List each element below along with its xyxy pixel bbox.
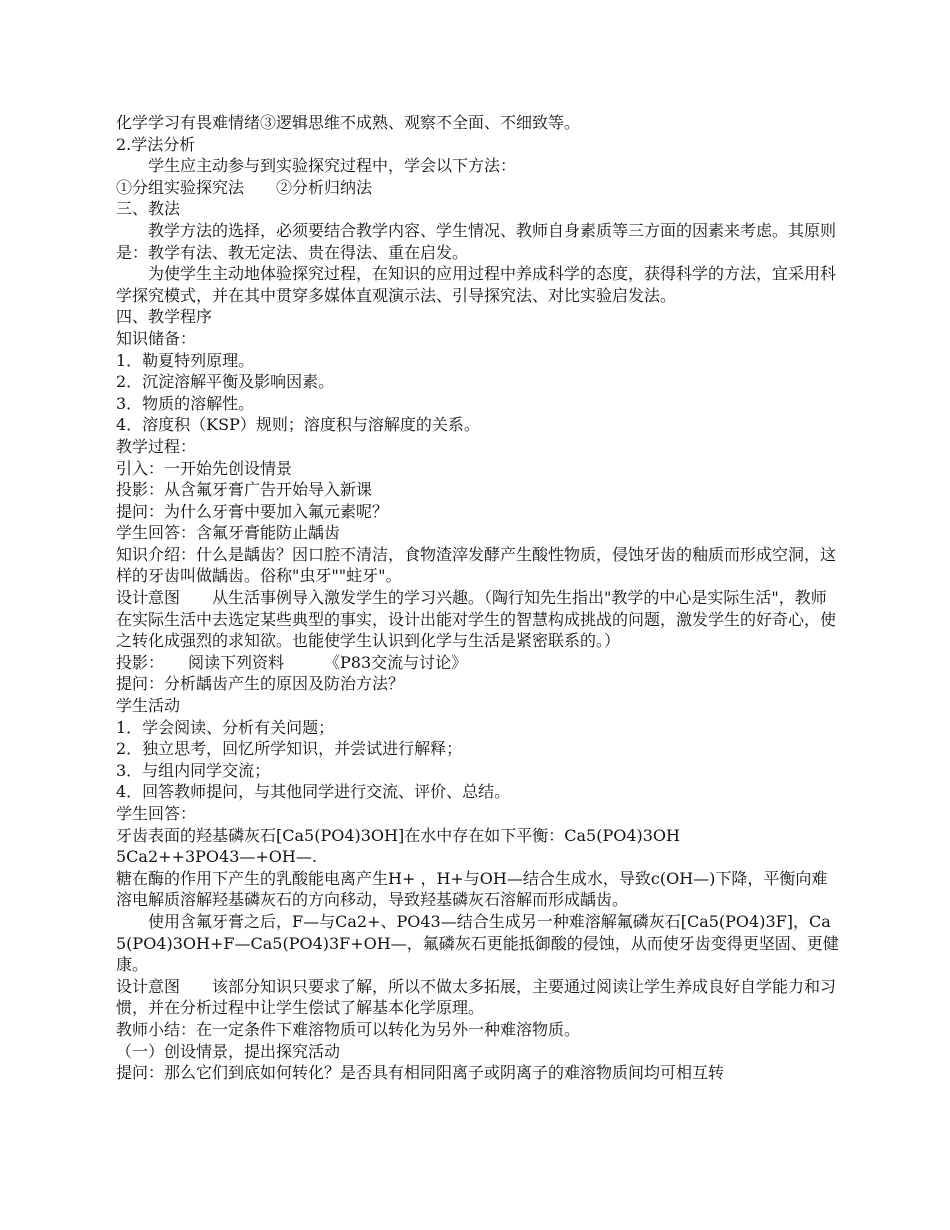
list-item: 4．回答教师提问，与其他同学进行交流、评价、总结。	[116, 782, 511, 802]
text-line: 教师小结：在一定条件下难溶物质可以转化为另外一种难溶物质。	[116, 1019, 581, 1039]
section-heading: 三、教法	[116, 199, 181, 219]
text-line: （一）创设情景，提出探究活动	[116, 1041, 341, 1061]
paragraph: 糖在酶的作用下产生的乳酸能电离产生H+ ，H+与OH—结合生成水，导致c(OH—)下降，平衡向难溶电解质溶解羟基磷灰石的方向移动，导致羟基磷灰石溶解而形成龋齿。	[116, 868, 828, 910]
list-item: 4．溶度积（KSP）规则；溶度积与溶解度的关系。	[116, 415, 480, 435]
text-line: 化学学习有畏难情绪③逻辑思维不成熟、观察不全面、不细致等。	[116, 113, 581, 132]
section-heading: 2.学法分析	[116, 134, 196, 154]
text-line: 教学过程：	[116, 436, 197, 456]
text-line: 引入：一开始先创设情景	[116, 458, 293, 478]
text-line: 提问：分析龋齿产生的原因及防治方法？	[116, 674, 405, 694]
text-line: ①分组实验探究法 ②分析归纳法	[116, 177, 373, 197]
list-item: 1．学会阅读、分析有关问题；	[116, 717, 335, 737]
paragraph: 知识介绍：什么是龋齿？因口腔不清洁，食物渣滓发酵产生酸性物质，侵蚀牙齿的釉质而形成空洞，这样的牙齿叫做龋齿。俗称"虫牙""蛀牙"。	[116, 544, 837, 586]
list-item: 1．勒夏特列原理。	[116, 350, 255, 370]
list-item: 3．物质的溶解性。	[116, 393, 255, 413]
text-line: 牙齿表面的羟基磷灰石[Ca5(PO4)3OH]在水中存在如下平衡：Ca5(PO4)3OH	[116, 825, 681, 845]
section-heading: 四、教学程序	[116, 307, 213, 327]
text-line: 学生回答：含氟牙膏能防止龋齿	[116, 523, 341, 543]
list-item: 2．沉淀溶解平衡及影响因素。	[116, 372, 335, 392]
paragraph: 为使学生主动地体验探究过程，在知识的应用过程中养成科学的态度，获得科学的方法，宜采用科学探究模式，并在其中贯穿多媒体直观演示法、引导探究法、对比实验启发法。	[116, 264, 837, 305]
paragraph: 使用含氟牙膏之后，F—与Ca2+、PO43—结合生成另一种难溶解氟磷灰石[Ca5(PO4)3F]，Ca5(PO4)3OH+F—Ca5(PO4)3F+OH—，氟磷灰石更能抵御酸的侵蚀，从而使牙齿变得更坚固、更健康。	[116, 911, 839, 975]
text-line: 投影：从含氟牙膏广告开始导入新课	[116, 480, 373, 500]
text-line: 知识储备：	[116, 328, 197, 348]
text-line: 提问：为什么牙膏中要加入氟元素呢？	[116, 501, 389, 521]
paragraph: 设计意图 该部分知识只要求了解，所以不做太多拓展，主要通过阅读让学生养成良好自学能力和习惯，并在分析过程中让学生偿试了解基本化学原理。	[116, 976, 837, 1018]
text-line: 学生回答：	[116, 804, 197, 823]
text-line: 提问：那么它们到底如何转化？是否具有相同阳离子或阴离子的难溶物质间均可相互转	[116, 1063, 725, 1083]
text-line: 学生活动	[116, 696, 181, 716]
document-page	[116, 112, 840, 1084]
text-line: 投影： 阅读下列资料 《P83交流与讨论》	[116, 652, 468, 672]
paragraph: 设计意图 从生活事例导入激发学生的学习兴趣。（陶行知先生指出"教学的中心是实际生活"，教师在实际生活中去选定某些典型的事实，设计出能对学生的智慧构成挑战的问题，激发学生的好奇心，使之转化成强烈的求知欲。也能使学生认识到化学与生活是紧密联系的。）	[116, 588, 837, 651]
list-item: 3．与组内同学交流；	[116, 760, 271, 780]
text-line: 5Ca2++3PO43—+OH—.	[116, 847, 317, 867]
list-item: 2．独立思考，回忆所学知识，并尝试进行解释；	[116, 739, 463, 759]
paragraph: 教学方法的选择，必须要结合教学内容、学生情况、教师自身素质等三方面的因素来考虑。其原则是：教学有法、教无定法、贵在得法、重在启发。	[116, 220, 837, 262]
paragraph: 学生应主动参与到实验探究过程中，学会以下方法：	[148, 156, 517, 176]
